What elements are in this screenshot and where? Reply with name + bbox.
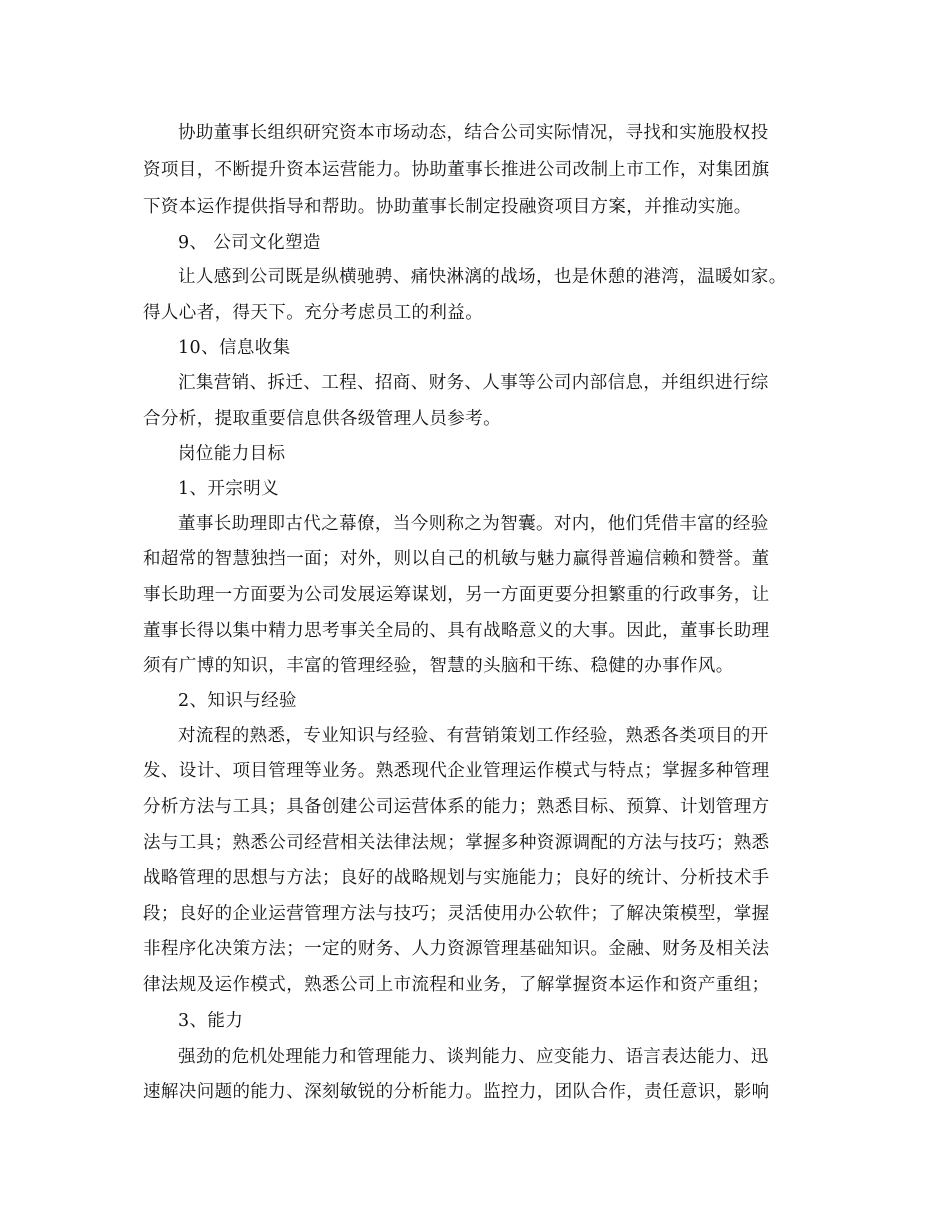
paragraph-line: 和超常的智慧独挡一面；对外，则以自己的机敏与魅力赢得普遍信赖和赞誉。董 [143,549,770,569]
paragraph-line: 段；良好的企业运营管理方法与技巧；灵活使用办公软件；了解决策模型，掌握 [143,904,770,924]
paragraph-line: 得人心者，得天下。充分考虑员工的利益。 [143,303,484,323]
paragraph-line: 董事长助理即古代之幕僚，当今则称之为智囊。对内，他们凭借丰富的经验 [178,514,769,534]
section-heading: 3、能力 [178,1011,244,1031]
section-heading: 9、 公司文化塑造 [178,233,321,253]
paragraph-line: 法与工具；熟悉公司经营相关法律法规；掌握多种资源调配的方法与技巧；熟悉 [143,833,770,853]
paragraph-line: 事长助理一方面要为公司发展运筹谋划，另一方面更要分担繁重的行政事务，让 [143,585,770,605]
paragraph-line: 董事长得以集中精力思考事关全局的、具有战略意义的大事。因此，董事长助理 [143,621,770,641]
paragraph-line: 速解决问题的能力、深刻敏锐的分析能力。监控力，团队合作，责任意识，影响 [143,1082,770,1102]
paragraph-line: 须有广博的知识，丰富的管理经验，智慧的头脑和干练、稳健的办事作风。 [143,656,734,676]
section-heading: 1、开宗明义 [178,479,280,499]
paragraph-line: 非程序化决策方法；一定的财务、人力资源管理基础知识。金融、财务及相关法 [143,939,770,959]
paragraph-line: 让人感到公司既是纵横驰骋、痛快淋漓的战场，也是休憩的港湾，温暖如家。 [178,267,787,287]
paragraph-line: 资项目，不断提升资本运营能力。协助董事长推进公司改制上市工作，对集团旗 [143,160,770,180]
paragraph-line: 发、设计、项目管理等业务。熟悉现代企业管理运作模式与特点；掌握多种管理 [143,761,770,781]
paragraph-line: 战略管理的思想与方法；良好的战略规划与实施能力；良好的统计、分析技术手 [143,868,770,888]
section-heading: 岗位能力目标 [178,444,286,464]
paragraph-line: 协助董事长组织研究资本市场动态，结合公司实际情况，寻找和实施股权投 [178,123,769,143]
section-heading: 2、知识与经验 [178,691,297,711]
paragraph-line: 律法规及运作模式，熟悉公司上市流程和业务，了解掌握资本运作和资产重组； [143,975,770,995]
paragraph-line: 分析方法与工具；具备创建公司运营体系的能力；熟悉目标、预算、计划管理方 [143,797,770,817]
paragraph-line: 强劲的危机处理能力和管理能力、谈判能力、应变能力、语言表达能力、迅 [178,1047,769,1067]
paragraph-line: 合分析，提取重要信息供各级管理人员参考。 [143,409,501,429]
paragraph-line: 对流程的熟悉，专业知识与经验、有营销策划工作经验，熟悉各类项目的开 [178,726,769,746]
section-heading: 10、信息收集 [178,338,291,358]
paragraph-line: 下资本运作提供指导和帮助。协助董事长制定投融资项目方案，并推动实施。 [143,197,752,217]
paragraph-line: 汇集营销、拆迁、工程、招商、财务、人事等公司内部信息，并组织进行综 [178,373,769,393]
